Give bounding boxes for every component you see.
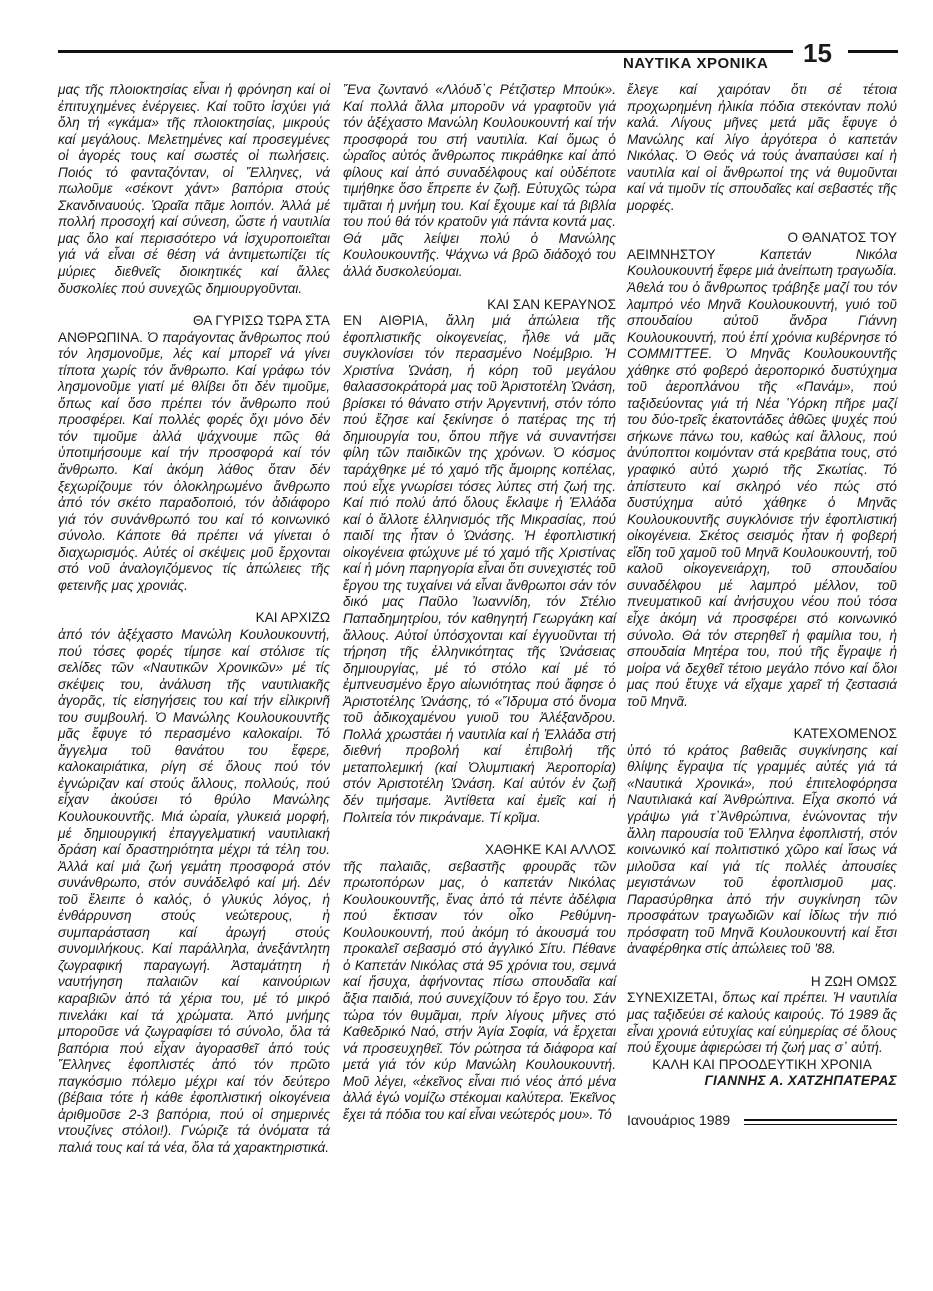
paragraph: Ἕνα ζωντανό «Λλόυδ᾽ς Ρέτζιστερ Μπούκ». Καί πολλά ἄλλα μποροῦν νά γραφτοῦν γιά τόν ἀξέχαστο Μανώλη Κουλουκουντή καί τήν προσφορά του στή ναυτιλία. Καί ὅμως ὁ ὡραῖος αὐτός ἄνθρωπος πικράθηκε καί ἀπό φίλους καί ἀπό συναδέλφους καί οὐδέποτε τιμήθηκε ὅσο ἔπρεπε ἐν ζωῇ. Εὐτυχῶς τώρα τιμᾶται ἡ μνήμη του. Καί ἔχουμε καί τά βιβλία του πού θά τόν κρατοῦν γιά πάντα κοντά μας. Θά μᾶς λείψει πολύ ὁ Μανώλης Κουλουκουντῆς. Ψάχνω νά βρῶ διάδοχό του ἀλλά δυσκολεύομαι. (343, 82, 616, 280)
dateline (627, 1112, 897, 1129)
page-header (58, 38, 888, 78)
section-heading: ΘΑ ΓΥΡΙΣΩ ΤΩΡΑ ΣΤΑ (192, 313, 330, 329)
magazine-title: ΝΑΥΤΙΚΑ ΧΡΟΝΙΚΑ (623, 55, 769, 72)
section-lead: ΕΝ ΑΙΘΡΙΑ, (343, 313, 429, 329)
paragraph: μας τῆς πλοιοκτησίας εἶναι ἡ φρόνηση καί οἱ ἐπιτυχημένες ἐνέργειες. Καί τοῦτο ἰσχύει γιά ὅλη τή «γκάμα» τῆς πλοιοκτησίας, μικρούς καί μεγάλους. Μελετημένες καί προσεγμένες οἱ ἀγορές τους καί σωστές οἱ πωλήσεις. Ποιός τό φανταζόνταν, οἱ Ἕλληνες, νά πωλοῦμε «σέκοντ χάντ» βαπόρια στούς Σκανδιναυούς. Ὡραῖα πᾶμε λοιπόν. Ἀλλά μέ πολλή προσοχή καί σύνεση, ὥστε ἡ ναυτιλία μας ὅλο καί περισσότερο νά ἰσχυροποιεῖται γιά νά εἶναι σέ θέση νά ἀντιμετωπίζει τίς μύριες διεθνεῖς διοικητικές καί ἄλλες δυσκολίες πού συνεχῶς δημιουργοῦνται. (58, 82, 330, 296)
article-date: Ιανουάριος 1989 (627, 1111, 731, 1128)
section-lead: ΑΕΙΜΝΗΣΤΟΥ (627, 246, 716, 262)
paragraph: ἀπό τόν ἀξέχαστο Μανώλη Κουλουκουντή, πού τόσες φορές τίμησε καί στόλισε τίς σελίδες τῶν «Ναυτικῶν Χρονικῶν» μέ τίς σκέψεις του, ἀνάλυση τῆς ναυτιλιακῆς ἀγορᾶς, τίς εἰσηγήσεις του καί τήν εἰλικρινῆ του συμβουλή. Ὁ Μανώλης Κουλουκουντῆς μᾶς ἔφυγε τό περασμένο καλοκαίρι. Τό ἄγγελμα τοῦ θανάτου του ἔφερε, καλοκαιριάτικα, ρίγη σέ ὅλους πού τόν ἐγνώριζαν καί στούς ἄλλους, πολλούς, πού εἶχαν ἀκούσει τό θρύλο Μανώλης Κουλουκουντῆς. Μιά ὡραία, γλυκειά μορφή, μέ δημιουργική ἐπαγγελματική ναυτιλιακή δράση καί δραστηριότητα μέχρι τά τέλη του. Ἀλλά καί μιά ζωή γεμάτη προσφορά στόν συνάνθρωπο, στόν συνάδελφό καί μή. Δέν τοῦ ἔλειπε ὁ καλός, ὁ γλυκύς λόγος, ἡ ἐνθάρρυνση στούς νεώτερους, ἡ συμπαράσταση καί ἀρωγή στούς συνομιλήκους. Καί παράλληλα, ἀνεξάντλητη ζωγραφική παραγωγή. Ἀσταμάτητη ἡ ναυτήγηση παλαιῶν καί καινούριων καραβιῶν ἀπό τά χέρια του, μέ τό μικρό πινελάκι καί τά χρώματα. Ἀπό μνήμης μποροῦσε νά ζωγραφίσει τό σύνολο, ὅλα τά βαπόρια πού εἶχαν ἀγορασθεῖ ἀπό τούς Ἕλληνες ἐφοπλιστές ἀπό τόν πρῶτο παγκόσμιο πόλεμο μέχρι καί τόν δεύτερο (βέβαια τότε ἡ κάθε ἐφοπλιστική οἰκογένεια ἀριθμοῦσε 2-3 βαπόρια, πού οἱ σημερινές ντουζίνες στόλοι!). Γνώριζε τά ὀνόματα τά παλιά τους καί τά νέα, ὅλα τά χαρακτηριστικά. (58, 626, 330, 1155)
paragraph-text: ὅπως καί πρέπει. Ἡ ναυτιλία μας ταξιδεύει σέ καλούς καιρούς. Τό 1989 ἄς εἶναι χρονιά εὐτυχίας καί εὐημερίας σέ ὅλους πού ἔχουμε ἀφιερώσει τή ζωή μας σ᾽ αὐτή. (627, 990, 897, 1056)
paragraph: ἔλεγε καί χαιρόταν ὅτι σέ τέτοια προχωρημένη ἡλικία πόδια στεκόνταν πολύ καλά. Λίγους μῆνες μετά μᾶς ἔφυγε ὁ Μανώλης καί λίγο ἀργότερα ὁ καπετάν Νικόλας. Ὁ Θεός νά τούς ἀναπαύσει καί ἡ ναυτιλία καί οἱ ἄνθρωποί της νά θυμοῦνται καί νά τιμοῦν τίς σπουδαῖες καί σεβαστές τῆς μορφές. (627, 82, 897, 213)
paragraph: ὑπό τό κράτος βαθειᾶς συγκίνησης καί θλίψης ἔγραψα τίς γραμμές αὐτές γιά τά «Ναυτικά Χρονικά», πού ἐπιτελοφόρησα Ναυτιλιακά καί Ἀνθρώπινα. Εἶχα σκοπό νά γράψω γιά τ᾽Ἀνθρώπινα, ἐνώνοντας τήν ἄλλη παρουσία τοῦ Ἑλληνα ἐφοπλιστή, στόν κοινωνικό καί πολιτιστικό χῶρο καί ἴσως νά μιλοῦσα καί γιά τίς πολλές ἀπουσίες μεγιστάνων τοῦ ἐφοπλισμοῦ μας. Παρασύρθηκα ἀπό τήν συγκίνηση τῶν προσφάτων τραγωδιῶν καί ἰδίως τήν πιό πρόσφατη τοῦ Μηνᾶ Κουλουκουντή καί ἔτσι ἀναφέρθηκα στίς ἀπώλειες τοῦ '88. (627, 742, 897, 957)
paragraph (627, 247, 897, 710)
section-lead: ΑΝΘΡΩΠΙΝΑ. (58, 329, 143, 345)
column-1 (58, 82, 330, 1156)
column-3 (627, 82, 897, 1128)
section-heading: Ο ΘΑΝΑΤΟΣ ΤΟΥ (787, 230, 897, 246)
paragraph-text: Καπετάν Νικόλα Κουλουκουντή ἔφερε μιά ἀνείπωτη τραγωδία. Ἀθελά του ὁ ἄνθρωπος τράβηξε μαζί του τόν λαμπρό νέο Μηνᾶ Κουλουκουντή, γυιό τοῦ σπουδαίου αὐτοῦ ἄνδρα Γιάννη Κουλουκουντή, πού ἐπί χρόνια κυβέρνησε τό COMMITTEE. Ὁ Μηνᾶς Κουλουκουντῆς χάθηκε στό φοβερό ἀεροπορικό δυστύχημα τοῦ ἀεροπλάνου τῆς «Πανάμ», πού ταξιδεύοντας γιά τή Νέα Ὑόρκη πῆρε μαζί του δύο-τρεῖς ἑκατοντάδες ἀθῶες ψυχές πού σήκωνε πάνω του, καθώς καί ἄλλους, πού ἀνύποπτοι κοιμόνταν στά κρεβάτια τους, στό γραφικό αὐτό χωριό τῆς Σκωτίας. Τό ἀπίστευτο καί σκληρό νέο πώς στό δυστύχημα αὐτό χάθηκε ὁ Μηνᾶς Κουλουκουντῆς συγκλόνισε τήν ἐφοπλιστική οἰκογένεια. Σκέτος σεισμός ἦταν ἡ φοβερή εἴδη τοῦ χαμοῦ τοῦ Μηνᾶ Κουλουκουντή, τοῦ καλοῦ οἰκογενειάρχη, τοῦ σπουδαίου συναδέλφου μέ λαμπρό μέλλον, τοῦ πνευματικοῦ καί ἀνήσυχου νέου πού τόσα εἶχε ἀκόμη νά προσφέρει στό κοινωνικό σύνολο. Θά τόν στερηθεῖ ἡ φαμίλια του, ἡ σπουδαία Μητέρα του, πού τῆς ἔγραψε ἡ μοίρα νά δεχθεῖ τέτοιο μεγάλο πόνο καί ὅλοι μας πού ἔτυχε νά εἴχαμε χαρεῖ τή ζεστασιά τοῦ Μηνᾶ. (627, 246, 897, 709)
paragraph (627, 990, 897, 1056)
section-heading: Η ΖΩΗ ΟΜΩΣ (810, 973, 897, 989)
section-heading: ΚΑΤΕΧΟΜΕΝΟΣ (793, 726, 897, 742)
header-rule-right (848, 50, 898, 53)
closing-wish: ΚΑΛΗ ΚΑΙ ΠΡΟΟΔΕΥΤΙΚΗ ΧΡΟΝΙΑ (652, 1056, 872, 1072)
end-rule (744, 1119, 897, 1121)
section-lead: ΣΥΝΕΧΙΖΕΤΑΙ, (627, 990, 718, 1006)
paragraph (343, 313, 616, 826)
paragraph-text: ἄλλη μιά ἀπώλεια τῆς ἐφοπλιστικῆς οἰκογενείας, ἦλθε νά μᾶς συγκλονίσει τόν περασμένο Νοέμβριο. Ἡ Χριστίνα Ὠνάση, ἡ κόρη τοῦ μεγάλου θαλασσοκράτορά μας τοῦ Ἀριστοτέλη Ὠνάση, βρίσκει τό θάνατο στήν Ἀργεντινή, στόν τόπο πού ἔζησε καί ξεκίνησε ὁ πατέρας της τή δημιουργία του, ὅπου πῆγε νά συναντήσει φίλη τῶν παιδικῶν της χρόνων. Ὁ κόσμος ταράχθηκε μέ τό χαμό τῆς ἄμοιρης κοπέλας, πού εἶχε γνωρίσει τόσες λύπες στή ζωή της. Καί πιό πολύ ἀπό ὅλους ἔκλαψε ἡ Ἑλλάδα καί ὁ ἄλλοτε ἑλληνισμός τῆς Μικρασίας, πού παιδί της ἦταν ὁ Ὠνάσης. Ἡ ἐφοπλιστική οἰκογένεια φτώχυνε μέ τό χαμό τῆς Χριστίνας καί ἡ μόνη παρηγορία εἶναι ὅτι συνεχιστές τοῦ ἔργου της τυχαίνει νά εἶναι ἄνθρωποι σάν τόν δικό μας Παῦλο Ἰωαννίδη, τόν Στέλιο Παπαδημητρίου, τόν καθηγητή Γεωργάκη καί ἄλλους. Αὐτοί ὑπόσχονται καί ἐγγυοῦνται τή τήρηση τῆς ἑλληνικότητας τῆς Ὠνάσειας δημιουργίας, μέ τό στόλο καί μέ τό ἐμπνευσμένο ἔργο αἰωνιότητας πού ἄφησε ὁ Ἀριστοτέλης Ὠνάσης, τό «Ἵδρυμα στό ὄνομα τοῦ ἀδικοχαμένου γυιοῦ του Ἀλέξανδρου. Πολλά χρωστάει ἡ ναυτιλία καί ἡ Ἑλλάδα στή διεθνή προβολή καί ἐπιβολή τῆς μεταπολεμική (καί Ὀλυμπιακή Ἀεροπορία) στόν Ἀριστοτέλη Ὠνάση. Καί αὐτόν ἐν ζωῇ δέν τιμήσαμε. Ἀντίθετα καί ἐμεῖς καί ἡ Πολιτεία τόν πικράναμε. Τί κρῖμα. (343, 313, 616, 825)
section-heading: ΚΑΙ ΣΑΝ ΚΕΡΑΥΝΟΣ (487, 296, 616, 312)
author-signature: ΓΙΑΝΝΗΣ Α. ΧΑΤΖΗΠΑΤΕΡΑΣ (704, 1073, 897, 1089)
paragraph: τῆς παλαιᾶς, σεβαστῆς φρουρᾶς τῶν πρωτοπόρων μας, ὁ καπετάν Νικόλας Κουλουκουντῆς, ἕνας ἀπό τά πέντε ἀδέλφια πού ἔκτισαν τόν οἶκο Ρεθύμνη-Κουλουκουντή, πού ἀκόμη τό ἀκουσμά του προκαλεῖ σεβασμό στό ἀγγλικό Σίτυ. Πέθανε ὁ Καπετάν Νικόλας στά 95 χρόνια του, σεμνά καί ἥσυχα, ἀφήνοντας πίσω σπουδαῖα καί ἄξια παιδιά, πού συνεχίζουν τό ἔργο του. Σάν τώρα τόν θυμᾶμαι, πρίν λίγους μῆνες στό Καθεδρικό Ναό, στήν Ἁγία Σοφία, νά ἔρχεται νά προσευχηθεῖ. Τόν ρώτησα τά διάφορα καί μετά γιά τόν κύρ Μανώλη Κουλουκουντή. Μοῦ λέγει, «ἐκεῖνος εἶναι πιό νέος ἀπό μένα ἀλλά ἐγώ νομίζω στέκομαι καλύτερα. Ἐκεῖνος ἔχει τά πόδια του καί εἶναι νεώτερός μου». Τό (343, 858, 616, 1122)
column-2 (343, 82, 616, 1123)
paragraph (58, 330, 330, 595)
page-number: 15 (803, 38, 832, 68)
paragraph-text: Ὁ παράγοντας ἄνθρωπος πού τόν λησμονοῦμε, λές καί μπορεῖ νά γίνει τίποτα χωρίς τόν ἄνθρωπο. Καί γράφω τόν λησμονοῦμε γιατί μέ θλίβει ὅτι δέν τιμοῦμε, ὅπως καί ὅσο πρέπει τόν ἄνθρωπο πού προσφέρει. Καί πολλές φορές ὄχι μόνο δέν τόν τιμοῦμε ἀλλά ψάχνουμε πῶς θά ὑποτιμήσουμε καί τήν προσφορά καί τόν ἄνθρωπο. Καί ἀκόμη λάθος ὅταν δέν ξεχωρίζουμε τόν ὁλοκληρωμένο ἄνθρωπο ἀπό τόν σκέτο παραδοποιό, τόν ἀδιάφορο γιά τόν συνάνθρωπό του καί τό κοινωνικό σύνολο. Κάποτε θά πρέπει νά γίνεται ὁ διαχωρισμός. Αὐτές οἱ σκέψεις μοῦ ἔρχονται στό νοῦ ἀναλογιζόμενος τίς ἀπώλειες τῆς φετεινῆς μας χρονιάς. (58, 329, 330, 593)
section-heading: ΧΑΘΗΚΕ ΚΑΙ ΑΛΛΟΣ (484, 842, 616, 858)
header-rule-left (58, 50, 793, 53)
section-heading: ΚΑΙ ΑΡΧΙΖΩ (255, 610, 330, 626)
